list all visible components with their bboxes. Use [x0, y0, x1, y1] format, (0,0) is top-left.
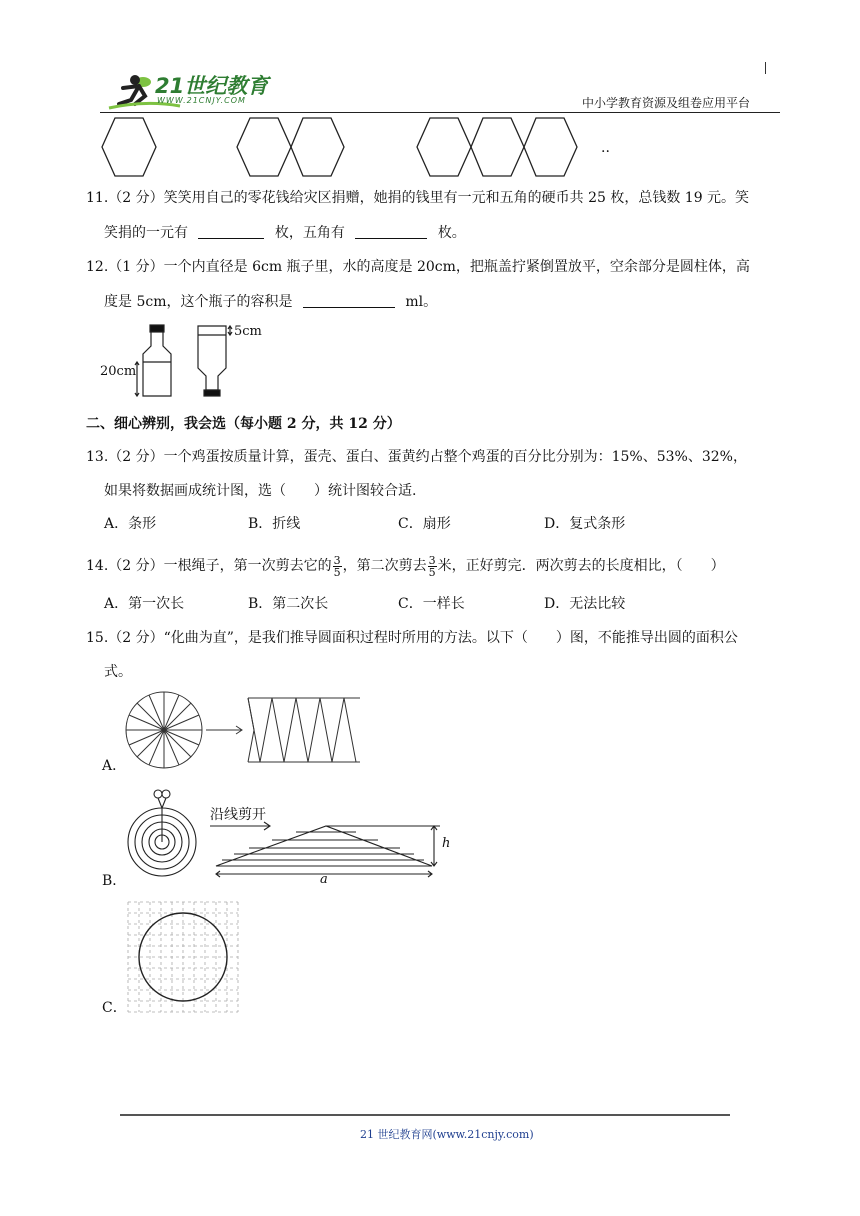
- header-platform-title: 中小学教育资源及组卷应用平台: [582, 96, 751, 110]
- q15-option-c-label[interactable]: C．: [102, 1000, 127, 1016]
- header-rule: [100, 112, 780, 113]
- q15-line2: 式。: [104, 664, 132, 680]
- q14-fraction-2-denominator: 5: [428, 565, 436, 579]
- site-logo: [105, 70, 280, 110]
- q11-line2: [104, 223, 466, 243]
- footer-site-link[interactable]: 21 世纪教育网(www.21cnjy.com): [360, 1128, 534, 1141]
- footer-rule: [120, 1114, 730, 1116]
- header: [0, 0, 860, 120]
- q15-option-a-label[interactable]: A．: [102, 758, 127, 774]
- q13-option-b[interactable]: B．折线: [248, 516, 301, 532]
- grid-circle-diagram: [124, 898, 242, 1016]
- q12-bottle-figure: [100, 322, 280, 400]
- q14-fraction-1-numerator: 3: [333, 553, 341, 567]
- q12-label-5cm: 5cm: [234, 324, 262, 339]
- concentric-rings-to-triangle-diagram: [124, 780, 464, 890]
- scissors-icon: [154, 790, 162, 798]
- circle-sector-rearrangement-diagram: [124, 690, 374, 780]
- q11-text-c: 枚。: [437, 225, 466, 241]
- q15-option-b-label[interactable]: B．: [102, 873, 127, 889]
- q14-option-d[interactable]: D．无法比较: [544, 596, 626, 612]
- q10-ellipsis: ..: [601, 140, 610, 156]
- q15-fig-b-h-label: h: [442, 836, 451, 851]
- q13-line1: 13.（2 分）一个鸡蛋按质量计算，蛋壳、蛋白、蛋黄约占整个鸡蛋的百分比分别为：15%、53%、32%，: [86, 449, 747, 465]
- q14-fraction-1-denominator: 5: [333, 565, 341, 579]
- page-edge-mark: [765, 62, 766, 74]
- q14-fraction-2-numerator: 3: [428, 553, 436, 567]
- q14-option-b[interactable]: B．第二次长: [248, 596, 329, 612]
- q13-option-c[interactable]: C．扇形: [398, 516, 451, 532]
- q14-fraction-1: [333, 555, 342, 578]
- q11-answer-blank-1[interactable]: [198, 224, 264, 239]
- q13-option-d[interactable]: D．复式条形: [544, 516, 626, 532]
- q15-line1: 15.（2 分）“化曲为直”，是我们推导圆面积过程时所用的方法。以下（ ）图，不能推导出圆的面积公: [86, 630, 738, 646]
- q15-figure-a: [124, 690, 374, 780]
- q10-hexagon-figures: [95, 116, 615, 178]
- q14-fraction-2: [428, 555, 437, 578]
- section-2-title: 二、细心辨别，我会选（每小题 2 分，共 12 分）: [86, 416, 401, 432]
- q12-text-a: 度是 5cm，这个瓶子的容积是: [104, 294, 293, 310]
- q12-answer-blank[interactable]: [303, 293, 395, 308]
- q14-text-1: 14.（2 分）一根绳子，第一次剪去它的: [86, 558, 332, 574]
- q11-line1: 11.（2 分）笑笑用自己的零花钱给灾区捐赠，她捐的钱里有一元和五角的硬币共 25 枚，总钱数 19 元。笑: [86, 190, 750, 206]
- q15-fig-b-a-label: a: [320, 872, 328, 887]
- logo-url: WWW.21CNJY.COM: [157, 96, 246, 105]
- q12-text-b: ml。: [405, 294, 438, 310]
- q14-text-2: ，第二次剪去: [342, 558, 427, 574]
- q12-line2: [104, 292, 437, 312]
- q15-figure-b: [124, 780, 464, 890]
- q14-text-3: 米，正好剪完．两次剪去的长度相比，（ ）: [437, 558, 725, 574]
- q12-line1: 12.（1 分）一个内直径是 6cm 瓶子里，水的高度是 20cm，把瓶盖拧紧倒置放平，空余部分是圆柱体，高: [86, 259, 750, 275]
- q13-line2: 如果将数据画成统计图，选（ ）统计图较合适.: [104, 483, 417, 499]
- q13-option-a[interactable]: A．条形: [104, 516, 157, 532]
- q11-text-a: 笑捐的一元有: [104, 225, 188, 241]
- q15-figure-c: [124, 898, 242, 1016]
- q11-answer-blank-2[interactable]: [355, 224, 427, 239]
- q14-stem: [86, 552, 725, 580]
- q15-fig-b-cut-label: 沿线剪开: [210, 807, 266, 823]
- hexagon-chain-diagram: [95, 116, 615, 178]
- q14-option-c[interactable]: C．一样长: [398, 596, 465, 612]
- q11-text-b: 枚，五角有: [274, 225, 345, 241]
- q14-option-a[interactable]: A．第一次长: [104, 596, 185, 612]
- logo-text: 21世纪教育: [155, 74, 269, 98]
- q12-label-20cm: 20cm: [100, 364, 137, 379]
